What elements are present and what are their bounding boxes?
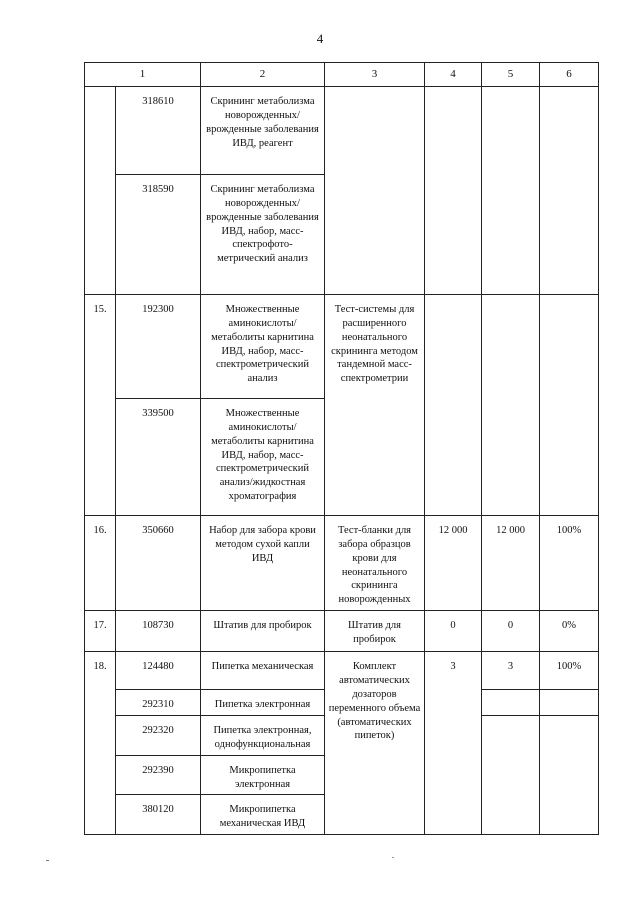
item-col4: 3: [425, 652, 482, 835]
item-name: Скрининг метаболизма новорожденных/ врожденные заболевания ИВД, реагент: [201, 87, 325, 175]
item-name: Множественные аминокислоты/ метаболиты карнитина ИВД, набор, масс-спектрометрический анализ: [201, 295, 325, 399]
item-col5: 3: [482, 652, 540, 690]
item-name: Набор для забора крови методом сухой капли ИВД: [201, 516, 325, 611]
item-code: 292320: [116, 716, 201, 756]
item-code: 192300: [116, 295, 201, 399]
item-group: Комплект автоматических дозаторов переменного объема (автоматических пипеток): [325, 652, 425, 835]
item-name: Микропипетка электронная: [201, 755, 325, 795]
item-number: 17.: [85, 611, 116, 652]
item-number: [85, 87, 116, 295]
item-name: Скрининг метаболизма новорожденных/ врожденные заболевания ИВД, набор, масс-спектрофото-метрический анализ: [201, 175, 325, 295]
item-col4: [425, 87, 482, 295]
item-col4: [425, 295, 482, 516]
item-code: 124480: [116, 652, 201, 690]
col-header-6: 6: [540, 63, 599, 87]
table-row: [85, 611, 599, 652]
table-row: [85, 516, 599, 611]
item-col5: [482, 716, 540, 835]
equipment-table: [84, 62, 599, 835]
item-code: 339500: [116, 399, 201, 516]
item-code: 380120: [116, 795, 201, 835]
item-col6: [540, 87, 599, 295]
item-col6: [540, 690, 599, 716]
page-number: 4: [316, 31, 324, 46]
col-header-1: 1: [85, 63, 201, 87]
item-col6: 100%: [540, 516, 599, 611]
item-name: Штатив для пробирок: [201, 611, 325, 652]
item-name: Множественные аминокислоты/ метаболиты карнитина ИВД, набор, масс-спектрометрический анализ/жидкостная хроматография: [201, 399, 325, 516]
item-col5: 0: [482, 611, 540, 652]
item-code: 292310: [116, 690, 201, 716]
item-col6: [540, 716, 599, 835]
item-code: 350660: [116, 516, 201, 611]
item-col5: [482, 87, 540, 295]
item-col6: 0%: [540, 611, 599, 652]
item-number: 15.: [85, 295, 116, 516]
table-row: [85, 652, 599, 690]
item-col5: [482, 295, 540, 516]
item-code: 318610: [116, 87, 201, 175]
item-name: Пипетка механическая: [201, 652, 325, 690]
item-name: Микропипетка механическая ИВД: [201, 795, 325, 835]
item-name: Пипетка электронная: [201, 690, 325, 716]
item-col6: 100%: [540, 652, 599, 690]
item-group: [325, 87, 425, 295]
item-code: 318590: [116, 175, 201, 295]
item-col5: [482, 690, 540, 716]
col-header-5: 5: [482, 63, 540, 87]
col-header-2: 2: [201, 63, 325, 87]
table-row: [85, 295, 599, 399]
item-col6: [540, 295, 599, 516]
item-group: Тест-системы для расширенного неонатального скрининга методом тандемной масс-спектрометрии: [325, 295, 425, 516]
table-header-row: [85, 63, 599, 87]
scan-mark: [46, 860, 49, 861]
item-name: Пипетка электронная, однофункциональная: [201, 716, 325, 756]
col-header-4: 4: [425, 63, 482, 87]
item-number: 16.: [85, 516, 116, 611]
item-group: Штатив для пробирок: [325, 611, 425, 652]
item-code: 292390: [116, 755, 201, 795]
table-row: [85, 87, 599, 175]
item-code: 108730: [116, 611, 201, 652]
item-col4: 12 000: [425, 516, 482, 611]
item-group: Тест-бланки для забора образцов крови для неонатального скрининга новорожденных: [325, 516, 425, 611]
item-number: 18.: [85, 652, 116, 835]
col-header-3: 3: [325, 63, 425, 87]
item-col4: 0: [425, 611, 482, 652]
item-col5: 12 000: [482, 516, 540, 611]
scan-mark: [392, 857, 394, 858]
